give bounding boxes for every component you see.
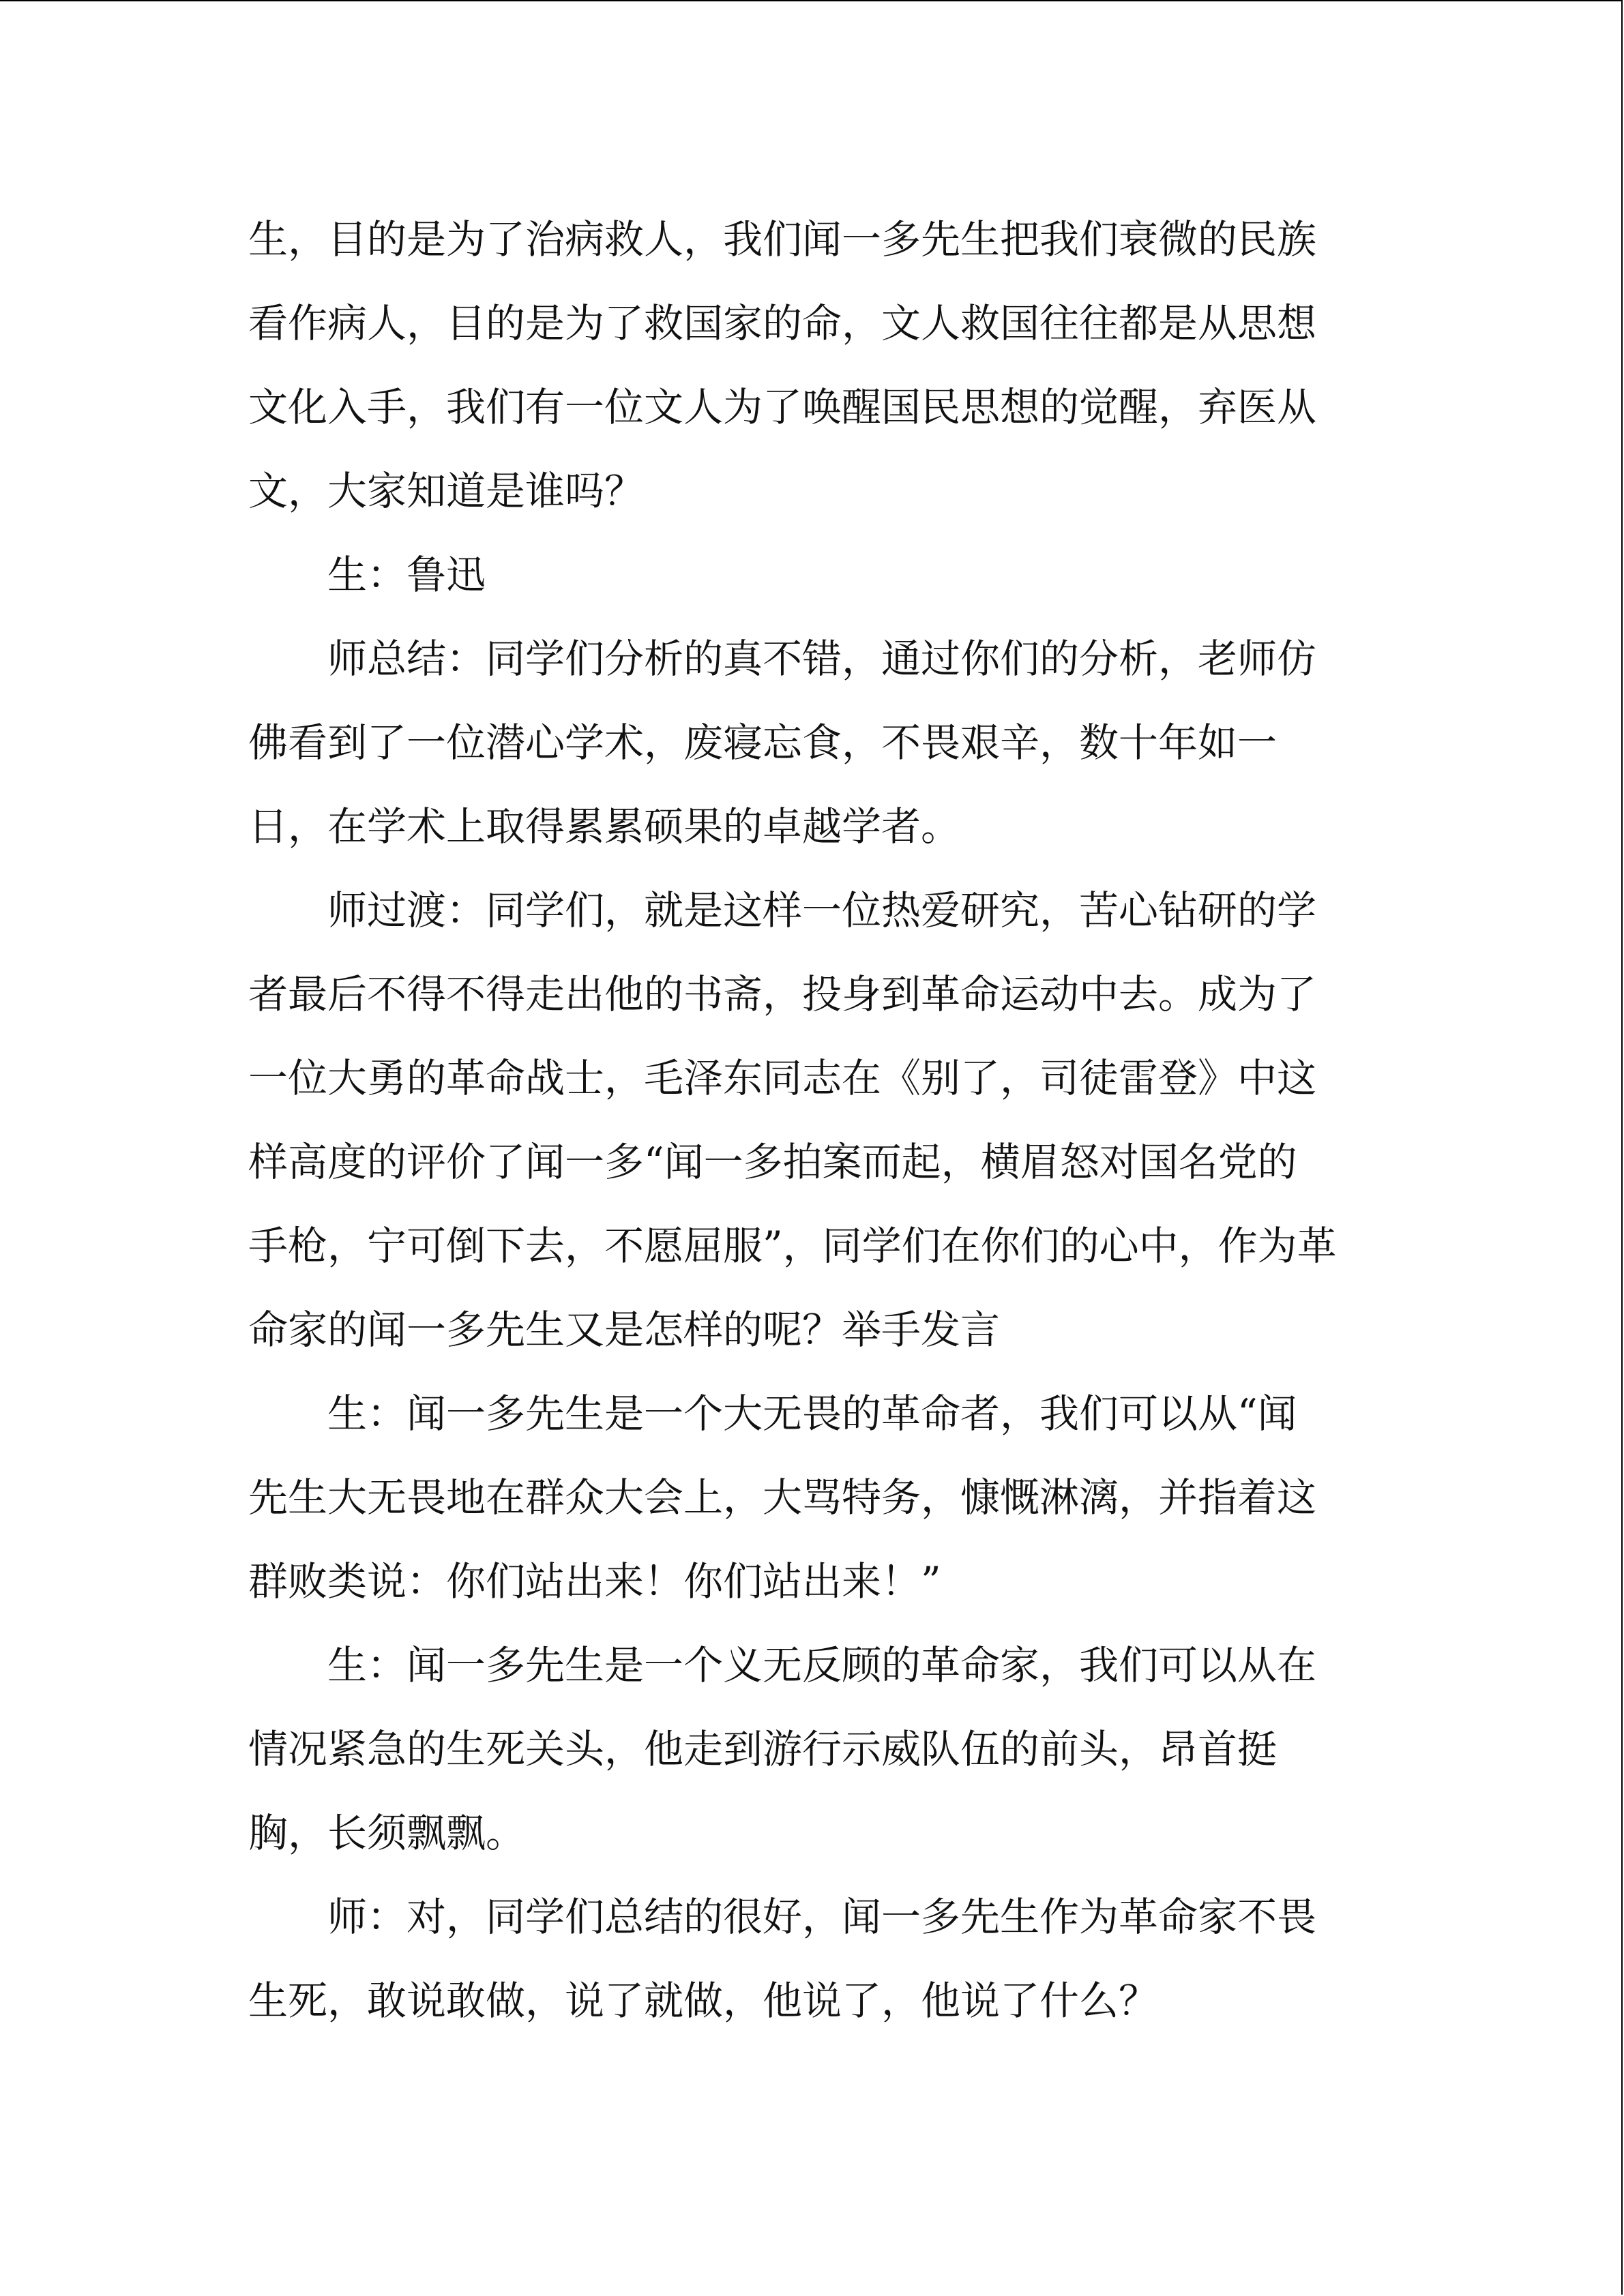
text-line: 胸，长须飘飘。 <box>248 1810 526 1856</box>
text-line: 一位大勇的革命战士，毛泽东同志在《别了，司徒雷登》中这 <box>248 1055 1317 1101</box>
text-line: 师总结：同学们分析的真不错，通过你们的分析，老师仿 <box>327 636 1317 682</box>
text-line: 样高度的评价了闻一多“闻一多拍案而起，横眉怒对国名党的 <box>248 1139 1297 1185</box>
document-body <box>248 198 1381 2043</box>
text-line: 生：闻一多先生是一个义无反顾的革命家，我们可以从在 <box>327 1642 1317 1688</box>
text-line: 生：鲁迅 <box>327 552 486 598</box>
text-line: 群败类说：你们站出来！你们站出来！” <box>248 1558 941 1605</box>
text-line: 文化入手，我们有一位文人为了唤醒国民思想的觉醒，弃医从 <box>248 384 1317 430</box>
text-line: 命家的闻一多先生又是怎样的呢？举手发言 <box>248 1307 1001 1353</box>
text-line: 情况紧急的生死关头，他走到游行示威队伍的前头，昂首挺 <box>248 1726 1278 1772</box>
text-line: 者最后不得不得走出他的书斋，投身到革命运动中去。成为了 <box>248 971 1317 1017</box>
text-line: 师：对，同学们总结的很好，闻一多先生作为革命家不畏 <box>327 1894 1317 1940</box>
text-line: 日，在学术上取得累累硕果的卓越学者。 <box>248 803 961 850</box>
text-line: 文，大家知道是谁吗？ <box>248 468 645 514</box>
text-line: 佛看到了一位潜心学术，废寝忘食，不畏艰辛，数十年如一 <box>248 719 1278 766</box>
text-line: 看作病人，目的是为了救国家的命，文人救国往往都是从思想 <box>248 300 1317 346</box>
text-line: 师过渡：同学们，就是这样一位热爱研究，苦心钻研的学 <box>327 887 1317 934</box>
text-line: 先生大无畏地在群众大会上，大骂特务，慷慨淋漓，并指着这 <box>248 1474 1317 1521</box>
text-line: 生，目的是为了治病救人，我们闻一多先生把我们衰微的民族 <box>248 216 1317 263</box>
text-line: 手枪，宁可倒下去，不愿屈服”，同学们在你们的心中，作为革 <box>248 1223 1337 1269</box>
text-line: 生：闻一多先生是一个大无畏的革命者，我们可以从“闻 <box>327 1390 1297 1437</box>
text-line: 生死，敢说敢做，说了就做，他说了，他说了什么？ <box>248 1978 1159 2024</box>
